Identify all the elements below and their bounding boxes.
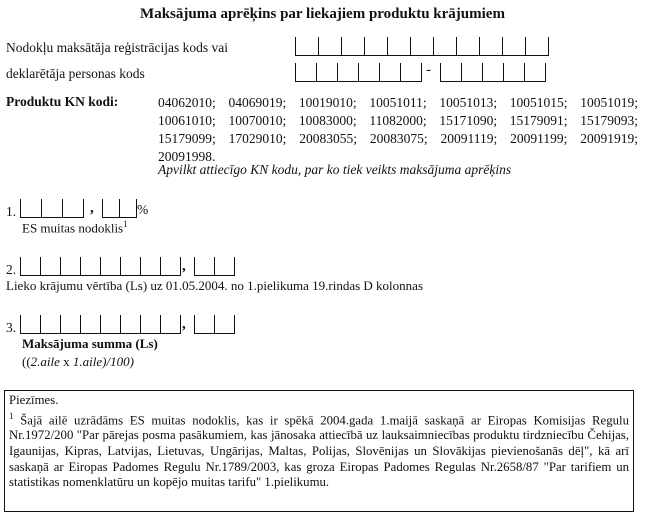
formula-times: x xyxy=(59,354,73,369)
section1-percent: % xyxy=(137,202,149,217)
personal-code-part2-boxes[interactable] xyxy=(440,62,546,82)
section2-integer-boxes[interactable] xyxy=(20,256,181,276)
section1-decimal-boxes[interactable] xyxy=(102,198,137,218)
section3-caption: Maksājuma summa (Ls) xyxy=(22,336,158,351)
kn-instruction: Apvilkt attiecīgo KN kodu, par ko tiek veikts maksājuma aprēķins xyxy=(158,162,512,177)
section1-caption xyxy=(22,219,128,236)
kn-codes-list[interactable]: 04062010; 04069019; 10019010; 10051011; 10051013; 10051015; 10051019; 10061010; 10070010; 10083000; 11082000; 15171090; 15179091; 15179093; 15179099; 17029010; 20083055; 20083075; 20091119; 20091199; 20091919; 20091998. xyxy=(158,95,638,164)
formula-term-a: 2.aile xyxy=(30,354,60,369)
personal-code-dash: - xyxy=(426,62,431,78)
id-label-line1: Nodokļu maksātāja reģistrācijas kods vai xyxy=(6,40,228,55)
notes-text: Šajā ailē uzrādāms ES muitas nodoklis, kas ir spēkā 2004.gada 1.maijā saskaņā ar Eiropas Komisijas Regulu Nr.1972/200 "Par pārejas posma pasākumiem, kas jānosaka attiecībā uz lauksaimniecības produktu tirdzniecību Čehijas, Igaunijas, Kipras, Latvijas, Lietuvas, Ungārijas, Maltas, Polijas, Slovēnijas un Slovākijas pievienošanās dēļ", kā arī saskaņā ar Eiropas Padomes Regulu Nr.1789/2003, kas groza Eiropas Padomes Regulas Nr.2658/87 "Par tarifiem un statistikas nomenklatūru un kopējo muitas tarifu" 1.pielikumu. xyxy=(9,412,629,490)
section2-decimal-boxes[interactable] xyxy=(194,256,235,276)
personal-code-part1-boxes[interactable] xyxy=(295,62,422,82)
section2-number: 2. xyxy=(6,262,17,277)
kn-codes-label: Produktu KN kodi: xyxy=(6,94,119,109)
id-label-line2: deklarētāja personas kods xyxy=(6,66,145,81)
notes-box xyxy=(4,390,634,512)
formula-open: (( xyxy=(22,354,31,369)
notes-footnote-mark: 1 xyxy=(9,410,14,421)
section3-decimal-boxes[interactable] xyxy=(194,314,235,334)
section1-comma: , xyxy=(90,200,94,216)
section3-formula xyxy=(22,354,134,370)
registration-code-boxes[interactable] xyxy=(295,36,549,56)
section1-caption-text: ES muitas nodoklis xyxy=(22,220,124,236)
notes-body xyxy=(9,409,629,491)
formula-term-b: 1.aile xyxy=(72,354,103,369)
section1-footnote-ref: 1 xyxy=(123,219,128,229)
page-title: Maksājuma aprēķins par liekajiem produktu krājumiem xyxy=(140,6,505,22)
section2-comma: , xyxy=(182,258,186,274)
section3-integer-boxes[interactable] xyxy=(20,314,181,334)
section2-caption: Lieko krājumu vērtība (Ls) uz 01.05.2004. no 1.pielikuma 19.rindas D kolonnas xyxy=(6,278,424,293)
formula-close: )/100) xyxy=(102,354,134,369)
section1-number: 1. xyxy=(6,204,17,219)
section1-integer-boxes[interactable] xyxy=(20,198,84,218)
notes-heading: Piezīmes. xyxy=(9,393,59,407)
section3-number: 3. xyxy=(6,320,17,335)
section3-comma: , xyxy=(182,316,186,332)
